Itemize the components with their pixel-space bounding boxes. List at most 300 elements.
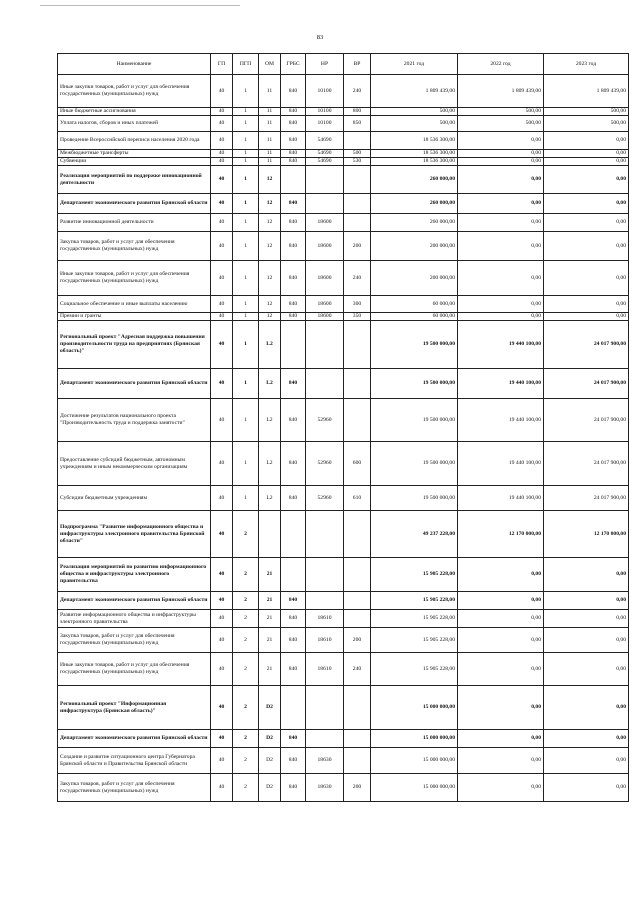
row-grbs: 840 xyxy=(281,592,306,610)
row-gp: 40 xyxy=(211,686,233,730)
row-2023: 0,00 xyxy=(544,150,629,158)
row-2021: 18 536 300,00 xyxy=(371,158,458,166)
row-2023: 12 170 000,00 xyxy=(544,511,629,558)
row-vr xyxy=(344,321,371,369)
row-om: 21 xyxy=(259,592,281,610)
table-row xyxy=(58,610,629,628)
row-name: Премии и гранты xyxy=(58,313,211,321)
table-row xyxy=(58,232,629,261)
row-2023: 0,00 xyxy=(544,653,629,686)
row-2021: 15 905 228,00 xyxy=(371,592,458,610)
row-grbs: 840 xyxy=(281,75,306,108)
row-gp: 40 xyxy=(211,511,233,558)
row-om: 11 xyxy=(259,132,281,150)
row-2022: 19 440 100,00 xyxy=(458,321,544,369)
row-pgp: 2 xyxy=(233,748,259,774)
row-2023: 0,00 xyxy=(544,730,629,748)
table-row xyxy=(58,558,629,592)
row-gp: 40 xyxy=(211,369,233,399)
row-pgp: 2 xyxy=(233,558,259,592)
row-2021: 19 500 000,00 xyxy=(371,399,458,442)
table-row xyxy=(58,592,629,610)
row-gp: 40 xyxy=(211,214,233,232)
row-gp: 40 xyxy=(211,108,233,116)
row-pgp: 1 xyxy=(233,75,259,108)
row-om: D2 xyxy=(259,774,281,802)
row-name: Реализация мероприятий по поддержке инновационной деятельности xyxy=(58,166,211,194)
row-gp: 40 xyxy=(211,774,233,802)
table-row xyxy=(58,748,629,774)
row-vr xyxy=(344,369,371,399)
row-2021: 18 536 300,00 xyxy=(371,132,458,150)
page-number: 83 xyxy=(316,34,324,41)
row-2022: 0,00 xyxy=(458,194,544,214)
row-gp: 40 xyxy=(211,558,233,592)
col-header: ОМ xyxy=(259,54,281,75)
row-grbs: 840 xyxy=(281,486,306,511)
row-grbs: 840 xyxy=(281,108,306,116)
row-2022: 500,00 xyxy=(458,108,544,116)
row-2023: 0,00 xyxy=(544,166,629,194)
row-2022: 0,00 xyxy=(458,592,544,610)
row-pgp: 1 xyxy=(233,150,259,158)
row-vr: 600 xyxy=(344,442,371,486)
row-2023: 24 017 900,00 xyxy=(544,399,629,442)
row-2021: 19 500 000,00 xyxy=(371,442,458,486)
table-row xyxy=(58,75,629,108)
row-nr: 18600 xyxy=(306,261,344,296)
row-name: Закупка товаров, работ и услуг для обеспечения государственных (муниципальных) нужд xyxy=(58,232,211,261)
row-om: L2 xyxy=(259,486,281,511)
row-vr xyxy=(344,558,371,592)
col-header: ВР xyxy=(344,54,371,75)
row-name: Региональный проект "Информационная инфраструктура (Брянская область)" xyxy=(58,686,211,730)
row-om: 11 xyxy=(259,108,281,116)
row-2022: 0,00 xyxy=(458,730,544,748)
row-nr: 18630 xyxy=(306,748,344,774)
row-2023: 0,00 xyxy=(544,592,629,610)
row-vr: 850 xyxy=(344,116,371,132)
row-nr: 10100 xyxy=(306,108,344,116)
row-pgp: 1 xyxy=(233,369,259,399)
row-gp: 40 xyxy=(211,296,233,313)
table-row xyxy=(58,108,629,116)
row-nr: 10100 xyxy=(306,75,344,108)
row-grbs: 840 xyxy=(281,132,306,150)
row-grbs: 840 xyxy=(281,313,306,321)
row-pgp: 2 xyxy=(233,730,259,748)
row-name: Закупка товаров, работ и услуг для обеспечения государственных (муниципальных) нужд xyxy=(58,774,211,802)
row-gp: 40 xyxy=(211,158,233,166)
row-om: 21 xyxy=(259,653,281,686)
row-om: 21 xyxy=(259,558,281,592)
row-2021: 1 809 439,00 xyxy=(371,75,458,108)
row-nr xyxy=(306,166,344,194)
table-row xyxy=(58,774,629,802)
row-nr: 54690 xyxy=(306,150,344,158)
top-rule xyxy=(40,5,240,6)
row-gp: 40 xyxy=(211,610,233,628)
row-name: Иные закупки товаров, работ и услуг для обеспечения государственных (муниципальных) нужд xyxy=(58,653,211,686)
row-nr xyxy=(306,321,344,369)
table-row xyxy=(58,116,629,132)
row-nr: 18610 xyxy=(306,628,344,653)
row-name: Социальное обеспечение и иные выплаты населению xyxy=(58,296,211,313)
table-row xyxy=(58,150,629,158)
row-2022: 0,00 xyxy=(458,313,544,321)
row-2022: 0,00 xyxy=(458,261,544,296)
row-pgp: 1 xyxy=(233,158,259,166)
row-gp: 40 xyxy=(211,166,233,194)
row-grbs: 840 xyxy=(281,610,306,628)
row-nr xyxy=(306,592,344,610)
row-2023: 24 017 900,00 xyxy=(544,486,629,511)
row-gp: 40 xyxy=(211,628,233,653)
col-header: Наименование xyxy=(58,54,211,75)
table-row xyxy=(58,686,629,730)
row-om: L2 xyxy=(259,369,281,399)
row-nr: 18600 xyxy=(306,232,344,261)
row-nr xyxy=(306,558,344,592)
row-2021: 19 500 000,00 xyxy=(371,486,458,511)
row-om: 12 xyxy=(259,261,281,296)
row-pgp: 1 xyxy=(233,261,259,296)
row-grbs: 840 xyxy=(281,748,306,774)
row-nr: 18600 xyxy=(306,296,344,313)
row-gp: 40 xyxy=(211,399,233,442)
row-gp: 40 xyxy=(211,150,233,158)
row-vr: 350 xyxy=(344,313,371,321)
table-row xyxy=(58,486,629,511)
row-2021: 260 000,00 xyxy=(371,194,458,214)
table-row xyxy=(58,511,629,558)
row-vr xyxy=(344,214,371,232)
row-gp: 40 xyxy=(211,232,233,261)
row-vr: 240 xyxy=(344,75,371,108)
row-2023: 24 017 900,00 xyxy=(544,321,629,369)
row-om: 11 xyxy=(259,150,281,158)
row-pgp: 2 xyxy=(233,592,259,610)
row-name: Достижение результатов национального проекта "Производительность труда и поддержка занятости" xyxy=(58,399,211,442)
row-pgp: 1 xyxy=(233,108,259,116)
row-nr: 18630 xyxy=(306,774,344,802)
budget-table xyxy=(57,53,629,802)
row-2021: 18 536 300,00 xyxy=(371,150,458,158)
row-vr: 530 xyxy=(344,158,371,166)
row-2023: 0,00 xyxy=(544,232,629,261)
row-2021: 60 000,00 xyxy=(371,313,458,321)
row-name: Иные бюджетные ассигнования xyxy=(58,108,211,116)
row-grbs: 840 xyxy=(281,296,306,313)
row-2023: 500,00 xyxy=(544,108,629,116)
row-pgp: 1 xyxy=(233,399,259,442)
row-pgp: 1 xyxy=(233,132,259,150)
row-om: 11 xyxy=(259,75,281,108)
row-pgp: 1 xyxy=(233,194,259,214)
row-vr xyxy=(344,399,371,442)
row-om: 12 xyxy=(259,166,281,194)
row-2023: 0,00 xyxy=(544,313,629,321)
row-om: 11 xyxy=(259,158,281,166)
row-2021: 200 000,00 xyxy=(371,232,458,261)
row-om: D2 xyxy=(259,748,281,774)
row-grbs xyxy=(281,166,306,194)
row-2022: 12 170 000,00 xyxy=(458,511,544,558)
row-2023: 0,00 xyxy=(544,132,629,150)
row-name: Предоставление субсидий бюджетным, автономным учреждениям и иным некоммерческим организациям xyxy=(58,442,211,486)
row-vr xyxy=(344,686,371,730)
row-nr xyxy=(306,730,344,748)
row-name: Иные закупки товаров, работ и услуг для обеспечения государственных (муниципальных) нужд xyxy=(58,75,211,108)
row-om: D2 xyxy=(259,730,281,748)
row-nr xyxy=(306,511,344,558)
row-gp: 40 xyxy=(211,442,233,486)
col-header: 2023 год xyxy=(544,54,629,75)
table-row xyxy=(58,194,629,214)
row-nr: 52960 xyxy=(306,486,344,511)
table-row xyxy=(58,166,629,194)
row-gp: 40 xyxy=(211,748,233,774)
row-nr: 18600 xyxy=(306,214,344,232)
row-2023: 0,00 xyxy=(544,774,629,802)
table-row xyxy=(58,313,629,321)
table-row xyxy=(58,653,629,686)
row-2022: 1 809 439,00 xyxy=(458,75,544,108)
row-vr: 200 xyxy=(344,628,371,653)
row-grbs: 840 xyxy=(281,261,306,296)
row-2021: 260 000,00 xyxy=(371,166,458,194)
row-2022: 500,00 xyxy=(458,116,544,132)
row-2023: 0,00 xyxy=(544,748,629,774)
col-header: 2022 год xyxy=(458,54,544,75)
row-name: Реализация мероприятий по развитию информационного общества и инфраструктуры электронного правительства xyxy=(58,558,211,592)
row-nr: 18600 xyxy=(306,313,344,321)
row-gp: 40 xyxy=(211,261,233,296)
row-gp: 40 xyxy=(211,116,233,132)
table-row xyxy=(58,369,629,399)
row-name: Иные закупки товаров, работ и услуг для обеспечения государственных (муниципальных) нужд xyxy=(58,261,211,296)
row-2022: 0,00 xyxy=(458,774,544,802)
row-2021: 15 000 000,00 xyxy=(371,686,458,730)
row-2021: 15 905 228,00 xyxy=(371,610,458,628)
table-row xyxy=(58,321,629,369)
row-grbs: 840 xyxy=(281,442,306,486)
row-vr xyxy=(344,511,371,558)
row-vr: 200 xyxy=(344,774,371,802)
row-nr: 52960 xyxy=(306,442,344,486)
row-name: Межбюджетные трансферты xyxy=(58,150,211,158)
row-name: Департамент экономического развития Брянской области xyxy=(58,592,211,610)
row-2023: 0,00 xyxy=(544,296,629,313)
row-2021: 15 000 000,00 xyxy=(371,774,458,802)
row-name: Уплата налогов, сборов и иных платежей xyxy=(58,116,211,132)
row-om: L2 xyxy=(259,442,281,486)
row-pgp: 1 xyxy=(233,296,259,313)
row-2022: 0,00 xyxy=(458,158,544,166)
row-grbs: 840 xyxy=(281,653,306,686)
row-grbs xyxy=(281,686,306,730)
row-pgp: 2 xyxy=(233,628,259,653)
row-nr xyxy=(306,686,344,730)
row-2023: 0,00 xyxy=(544,158,629,166)
row-gp: 40 xyxy=(211,653,233,686)
row-vr xyxy=(344,748,371,774)
row-vr: 500 xyxy=(344,150,371,158)
row-2022: 0,00 xyxy=(458,748,544,774)
row-gp: 40 xyxy=(211,313,233,321)
row-nr xyxy=(306,194,344,214)
row-om: 12 xyxy=(259,214,281,232)
row-pgp: 2 xyxy=(233,653,259,686)
row-2023: 24 017 900,00 xyxy=(544,442,629,486)
row-pgp: 2 xyxy=(233,511,259,558)
row-name: Субсидии бюджетным учреждениям xyxy=(58,486,211,511)
row-grbs: 840 xyxy=(281,158,306,166)
row-2021: 15 000 000,00 xyxy=(371,730,458,748)
table-row xyxy=(58,261,629,296)
col-header: ПГП xyxy=(233,54,259,75)
row-nr: 54690 xyxy=(306,132,344,150)
table-row xyxy=(58,730,629,748)
row-vr xyxy=(344,610,371,628)
row-2023: 0,00 xyxy=(544,194,629,214)
col-header: ГП xyxy=(211,54,233,75)
row-2023: 24 017 900,00 xyxy=(544,369,629,399)
row-pgp: 1 xyxy=(233,116,259,132)
row-pgp: 1 xyxy=(233,166,259,194)
row-grbs: 840 xyxy=(281,399,306,442)
row-pgp: 1 xyxy=(233,486,259,511)
row-gp: 40 xyxy=(211,730,233,748)
row-2023: 0,00 xyxy=(544,261,629,296)
row-pgp: 1 xyxy=(233,442,259,486)
row-2021: 15 905 228,00 xyxy=(371,628,458,653)
row-2022: 19 440 100,00 xyxy=(458,486,544,511)
row-pgp: 1 xyxy=(233,214,259,232)
row-grbs: 840 xyxy=(281,194,306,214)
row-grbs: 840 xyxy=(281,116,306,132)
row-nr: 54690 xyxy=(306,158,344,166)
row-2021: 49 237 228,00 xyxy=(371,511,458,558)
row-om xyxy=(259,511,281,558)
col-header: НР xyxy=(306,54,344,75)
row-name: Подпрограмма "Развитие информационного общества и инфраструктуры электронного правительства Брянской области" xyxy=(58,511,211,558)
col-header: ГРБС xyxy=(281,54,306,75)
row-name: Субвенции xyxy=(58,158,211,166)
row-2021: 19 500 000,00 xyxy=(371,321,458,369)
row-grbs xyxy=(281,321,306,369)
row-om: 12 xyxy=(259,194,281,214)
row-2021: 15 905 228,00 xyxy=(371,558,458,592)
row-2023: 500,00 xyxy=(544,116,629,132)
table-row xyxy=(58,296,629,313)
row-vr: 800 xyxy=(344,108,371,116)
row-2021: 500,00 xyxy=(371,116,458,132)
row-grbs: 840 xyxy=(281,774,306,802)
row-2022: 0,00 xyxy=(458,166,544,194)
row-2022: 0,00 xyxy=(458,296,544,313)
table-row xyxy=(58,628,629,653)
row-2021: 19 500 000,00 xyxy=(371,369,458,399)
row-pgp: 2 xyxy=(233,610,259,628)
row-vr: 200 xyxy=(344,232,371,261)
row-nr xyxy=(306,369,344,399)
row-2022: 0,00 xyxy=(458,558,544,592)
row-2022: 19 440 100,00 xyxy=(458,442,544,486)
row-om: 12 xyxy=(259,313,281,321)
row-2023: 1 809 439,00 xyxy=(544,75,629,108)
row-vr xyxy=(344,166,371,194)
row-pgp: 1 xyxy=(233,232,259,261)
row-vr xyxy=(344,132,371,150)
row-pgp: 2 xyxy=(233,686,259,730)
row-vr: 610 xyxy=(344,486,371,511)
row-nr: 18610 xyxy=(306,653,344,686)
row-vr xyxy=(344,194,371,214)
row-2022: 0,00 xyxy=(458,628,544,653)
row-name: Проведение Всероссийской переписи населения 2020 года xyxy=(58,132,211,150)
row-name: Департамент экономического развития Брянской области xyxy=(58,369,211,399)
row-2022: 19 440 100,00 xyxy=(458,399,544,442)
row-name: Создание и развитие ситуационного центра Губернатора Брянской области и Правительства Брянской области xyxy=(58,748,211,774)
row-pgp: 2 xyxy=(233,774,259,802)
row-om: 11 xyxy=(259,116,281,132)
row-pgp: 1 xyxy=(233,313,259,321)
row-2021: 260 000,00 xyxy=(371,214,458,232)
row-2023: 0,00 xyxy=(544,610,629,628)
row-om: L2 xyxy=(259,399,281,442)
row-2022: 0,00 xyxy=(458,132,544,150)
row-pgp: 1 xyxy=(233,321,259,369)
row-2023: 0,00 xyxy=(544,628,629,653)
row-vr: 300 xyxy=(344,296,371,313)
row-gp: 40 xyxy=(211,75,233,108)
row-2022: 0,00 xyxy=(458,232,544,261)
row-vr xyxy=(344,730,371,748)
table-row xyxy=(58,214,629,232)
row-name: Развитие инновационной деятельности xyxy=(58,214,211,232)
row-2022: 0,00 xyxy=(458,653,544,686)
row-grbs xyxy=(281,558,306,592)
row-vr: 240 xyxy=(344,653,371,686)
row-2021: 15 000 000,00 xyxy=(371,748,458,774)
row-2022: 0,00 xyxy=(458,150,544,158)
row-om: L2 xyxy=(259,321,281,369)
row-2021: 500,00 xyxy=(371,108,458,116)
row-nr: 10100 xyxy=(306,116,344,132)
row-gp: 40 xyxy=(211,592,233,610)
row-2022: 19 440 100,00 xyxy=(458,369,544,399)
row-name: Развитие информационного общества и инфраструктуры электронного правительства xyxy=(58,610,211,628)
row-om: 21 xyxy=(259,610,281,628)
row-name: Департамент экономического развития Брянской области xyxy=(58,194,211,214)
row-2023: 0,00 xyxy=(544,686,629,730)
row-2022: 0,00 xyxy=(458,610,544,628)
row-grbs: 840 xyxy=(281,150,306,158)
row-grbs xyxy=(281,511,306,558)
row-gp: 40 xyxy=(211,486,233,511)
row-grbs: 840 xyxy=(281,628,306,653)
row-om: 12 xyxy=(259,232,281,261)
table-row xyxy=(58,158,629,166)
row-om: 12 xyxy=(259,296,281,313)
row-2023: 0,00 xyxy=(544,214,629,232)
row-name: Региональный проект "Адресная поддержка повышения производительности труда на предприятиях (Брянская область)" xyxy=(58,321,211,369)
row-2021: 60 000,00 xyxy=(371,296,458,313)
row-vr: 240 xyxy=(344,261,371,296)
row-grbs: 840 xyxy=(281,214,306,232)
row-om: 21 xyxy=(259,628,281,653)
